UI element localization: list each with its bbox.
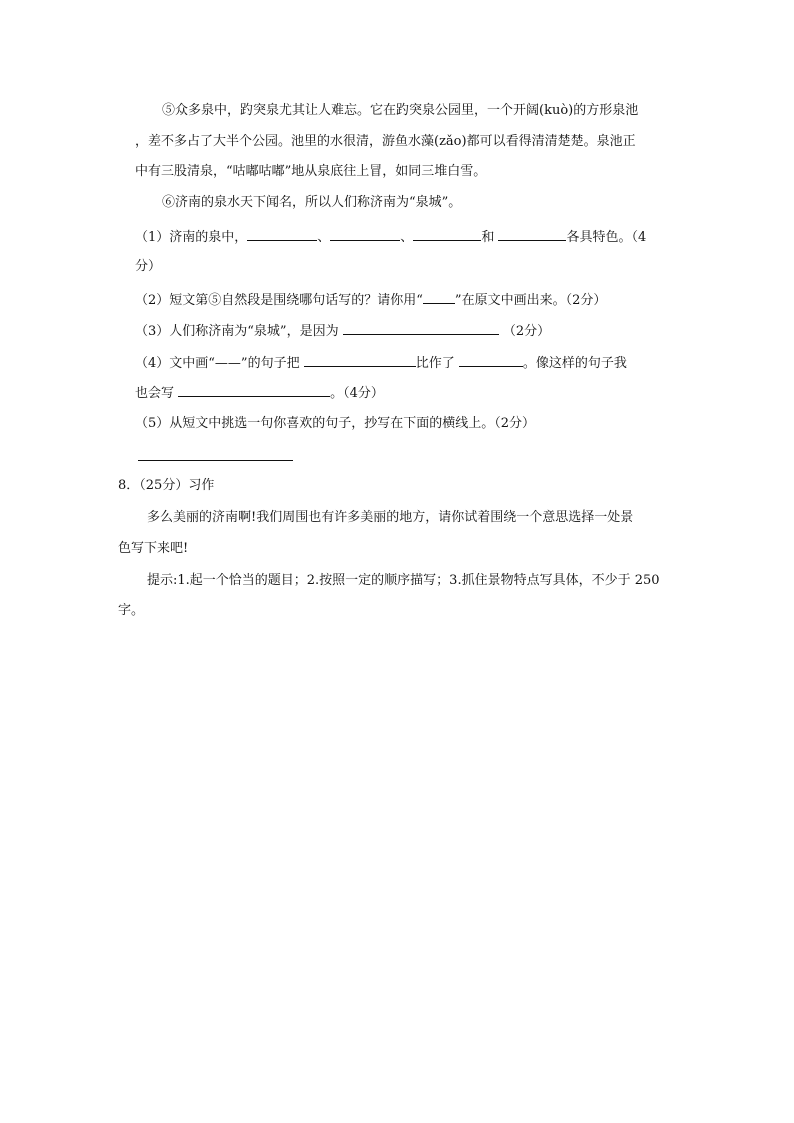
- answer-blank-q3[interactable]: [343, 320, 499, 335]
- question-4-line-2-prefix: 也会写: [135, 386, 175, 401]
- underline-sample-q2: [423, 289, 455, 304]
- answer-blank-q1-c[interactable]: [413, 226, 481, 241]
- question-4-mid: 比作了: [415, 356, 455, 371]
- answer-blank-q1-b[interactable]: [330, 226, 400, 241]
- question-5: （5）从短文中挑选一句你喜欢的句子，抄写在下面的横线上。（2分）: [135, 416, 536, 431]
- question-1: [135, 226, 646, 246]
- answer-blank-q4-b[interactable]: [459, 352, 523, 367]
- question-8-prompt-line-2: 色写下来吧!: [118, 541, 189, 556]
- question-2-suffix: ”在原文中画出来。（2分）: [454, 293, 607, 308]
- question-2-prefix: （2）短文第⑤自然段是围绕哪句话写的？请你用“: [135, 293, 423, 308]
- question-8-prompt-line-1: 多么美丽的济南啊!我们周围也有许多美丽的地方，请你试着围绕一个意思选择一处景: [147, 510, 634, 525]
- question-4-line-2: [135, 382, 384, 402]
- answer-blank-q1-a[interactable]: [247, 226, 317, 241]
- question-1-separator-2: 、: [400, 230, 414, 245]
- question-1-suffix: 各具特色。（4: [566, 230, 647, 245]
- question-1-line-2: 分）: [135, 259, 162, 274]
- question-3: [135, 320, 550, 340]
- passage-paragraph-5-line-1: ⑤众多泉中，趵突泉尤其让人难忘。它在趵突泉公园里，一个开阔(kuò)的方形泉池: [162, 103, 639, 118]
- question-8-tips-line-2: 字。: [118, 603, 145, 618]
- question-8-tips-line-1: 提示:1.起一个恰当的题目；2.按照一定的顺序描写；3.抓住景物特点写具体，不少于 250: [147, 573, 660, 588]
- question-4-prefix: （4）文中画“——”的句子把: [135, 356, 300, 371]
- question-3-prefix: （3）人们称济南为“泉城”，是因为: [135, 324, 339, 339]
- answer-blank-q4-a[interactable]: [304, 352, 416, 367]
- question-4: [135, 352, 627, 372]
- answer-line-q5[interactable]: [138, 460, 293, 461]
- question-1-and: 和: [481, 230, 495, 245]
- question-4-line-2-suffix: 。（4分）: [330, 386, 384, 401]
- answer-blank-q1-d[interactable]: [498, 226, 566, 241]
- question-1-separator-1: 、: [317, 230, 331, 245]
- question-4-suffix: 。像这样的句子我: [522, 356, 627, 371]
- passage-paragraph-5-line-3: 中有三股清泉，“咕嘟咕嘟”地从泉底往上冒，如同三堆白雪。: [135, 164, 487, 179]
- question-3-suffix: （2分）: [502, 324, 551, 339]
- passage-paragraph-5-line-2: ，差不多占了大半个公园。池里的水很清，游鱼水藻(zǎo)都可以看得清清楚楚。泉池正: [135, 134, 636, 149]
- question-8-title: 8．（25分）习作: [118, 478, 215, 493]
- answer-blank-q4-c[interactable]: [178, 382, 330, 397]
- question-2: [135, 289, 606, 309]
- passage-paragraph-6: ⑥济南的泉水天下闻名，所以人们称济南为“泉城”。: [162, 195, 462, 210]
- question-1-prefix: （1）济南的泉中，: [135, 230, 248, 245]
